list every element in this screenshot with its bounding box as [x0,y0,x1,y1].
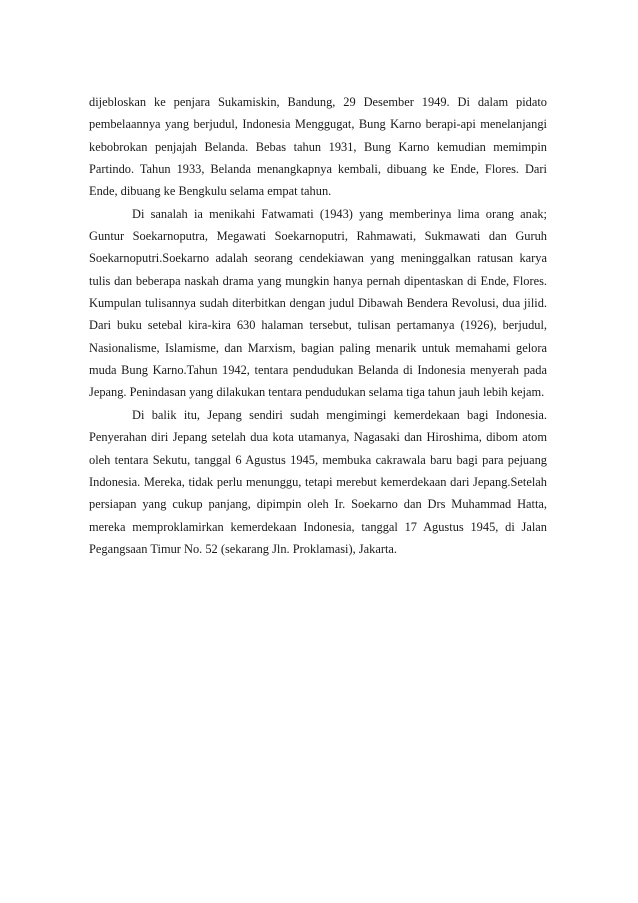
paragraph-1: dijebloskan ke penjara Sukamiskin, Bandung, 29 Desember 1949. Di dalam pidato pembelaannya yang berjudul, Indonesia Menggugat, Bung Karno berapi-api menelanjangi kebobrokan penjajah Belanda. Bebas tahun 1931, Bung Karno kemudian memimpin Partindo. Tahun 1933, Belanda menangkapnya kembali, dibuang ke Ende, Flores. Dari Ende, dibuang ke Bengkulu selama empat tahun. [89,95,547,199]
paragraph-3: Di balik itu, Jepang sendiri sudah mengimingi kemerdekaan bagi Indonesia. Penyerahan diri Jepang setelah dua kota utamanya, Nagasaki dan Hiroshima, dibom atom oleh tentara Sekutu, tanggal 6 Agustus 1945, membuka cakrawala baru bagi para pejuang Indonesia. Mereka, tidak perlu menunggu, tetapi merebut kemerdekaan dari Jepang.Setelah persiapan yang cukup panjang, dipimpin oleh Ir. Soekarno dan Drs Muhammad Hatta, mereka memproklamirkan kemerdekaan Indonesia, tanggal 17 Agustus 1945, di Jalan Pegangsaan Timur No. 52 (sekarang Jln. Proklamasi), Jakarta. [89,407,547,556]
paragraph-2: Di sanalah ia menikahi Fatwamati (1943) yang memberinya lima orang anak; Guntur Soekarnoputra, Megawati Soekarnoputri, Rahmawati, Sukmawati dan Guruh Soekarnoputri.Soekarno adalah seorang cendekiawan yang meninggalkan ratusan karya tulis dan beberapa naskah drama yang mungkin hanya pernah dipentaskan di Ende, Flores. Kumpulan tulisannya sudah diterbitkan dengan judul Dibawah Bendera Revolusi, dua jilid. Dari buku setebal kira-kira 630 halaman tersebut, tulisan pertamanya (1926), berjudul, Nasionalisme, Islamisme, dan Marxism, bagian paling menarik untuk memahami gelora muda Bung Karno.Tahun 1942, tentara pendudukan Belanda di Indonesia menyerah pada Jepang. Penindasan yang dilakukan tentara pendudukan selama tiga tahun jauh lebih kejam. [89,206,547,400]
body-text [89,91,547,560]
